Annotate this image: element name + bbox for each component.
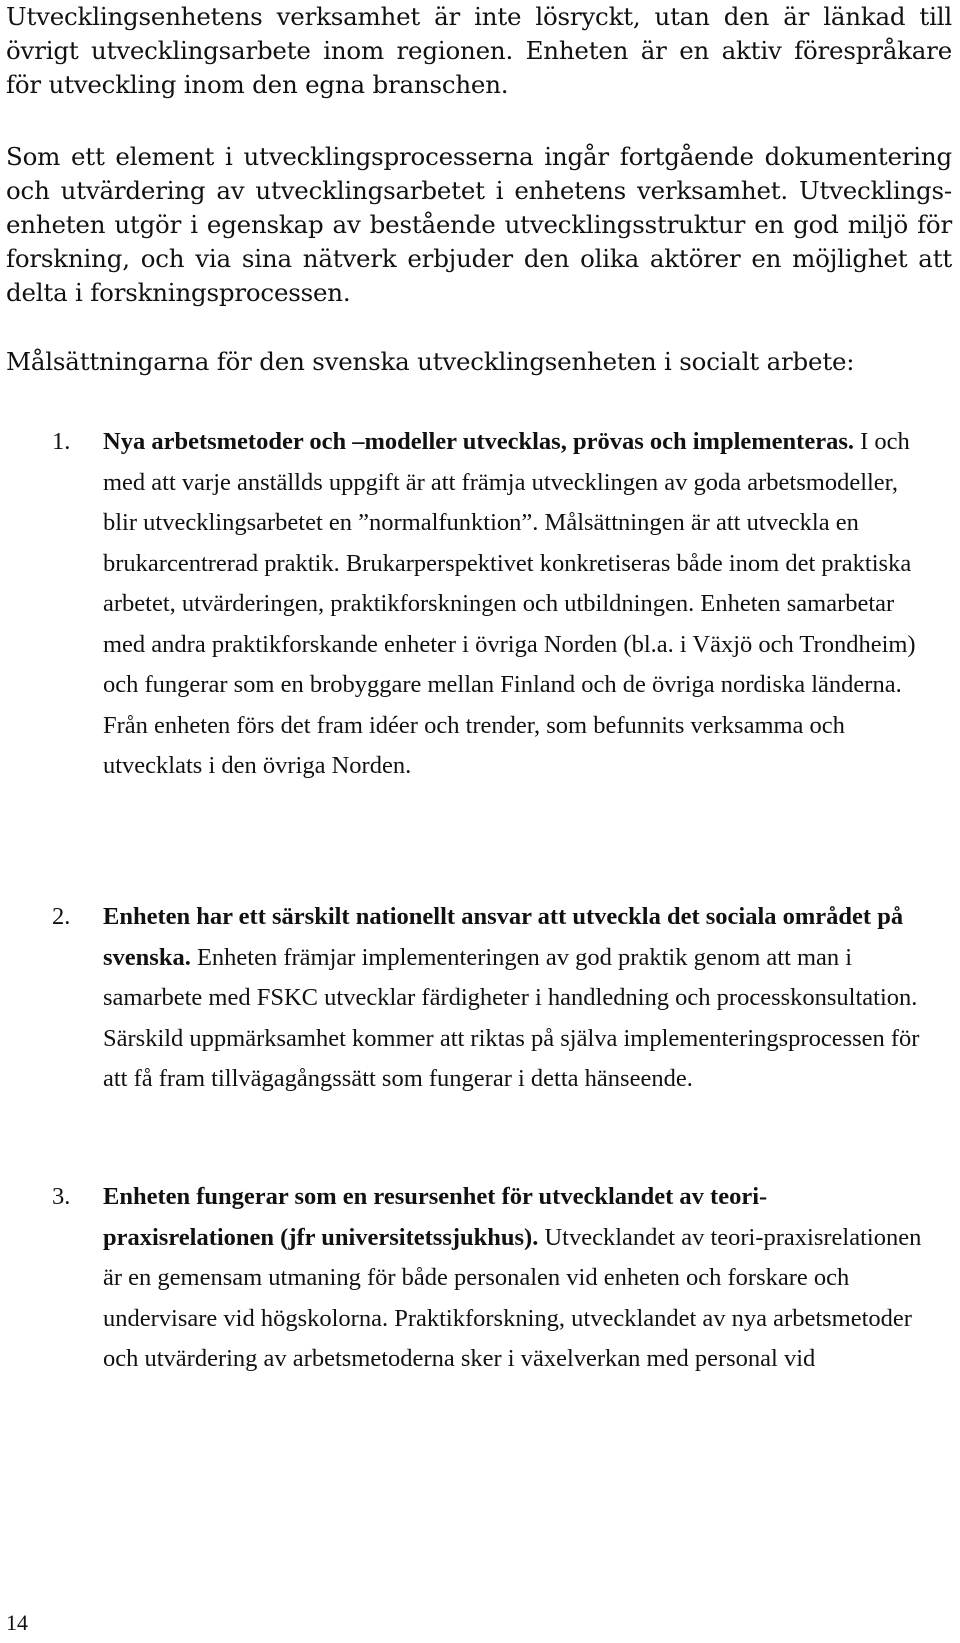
page-number: 14 xyxy=(6,1610,28,1635)
goal-text: Utvecklandet av teori-praxisrelationen är en gemensam utmaning för både personalen vid enheten och forskare och undervisare vid högskolorna. Praktikforskning, utvecklandet av nya arbetsmetoder och utvärdering av arbetsmetoderna sker i växelverkan med personal vid xyxy=(103,1223,922,1372)
goal-body xyxy=(103,897,929,1100)
goal-body xyxy=(103,422,929,787)
goal-text: Enheten främjar implementeringen av god praktik genom att man i samarbete med FSKC utvecklar färdigheter i handledning och processkonsultation. Särskild uppmärksamhet kommer att riktas på själva implementeringsprocessen för att få fram tillvägagångssätt som fungerar i detta hänseende. xyxy=(103,943,920,1092)
goal-body xyxy=(103,1177,929,1380)
goal-heading: Nya arbetsmetoder och –modeller utvecklas, prövas och implementeras. xyxy=(103,428,854,455)
goal-number: 3. xyxy=(52,1183,71,1210)
goal-number: 2. xyxy=(52,903,71,930)
goal-number: 1. xyxy=(52,428,71,455)
intro-paragraph: Utvecklingsenhetens verksamhet är inte lösryckt, utan den är länkad till övrigt utvecklingsarbete inom regionen. Enheten är en aktiv förespråkare för utveckling inom den egna branschen. xyxy=(6,2,952,99)
goal-heading: Enheten fungerar som en resursenhet för utvecklandet av teori-praxisrelationen (jfr universitetssjukhus). xyxy=(103,1183,768,1251)
goal-text: I och med att varje anställds uppgift är att främja utvecklingen av goda arbetsmodeller, blir utvecklingsarbetet en ”normalfunktion”. Målsättningen är att utveckla en brukarcentrerad praktik. Brukarperspektivet konkretiseras både inom det praktiska arbetet, utvärderingen, praktikforskningen och utbildningen. Enheten samarbetar med andra praktikforskande enheter i övriga Norden (bl.a. i Växjö och Trondheim) och fungerar som en brobyggare mellan Finland och de övriga nordiska länderna. Från enheten förs det fram idéer och trender, som befunnits verksamma och utvecklats i den övriga Norden. xyxy=(103,428,916,779)
documentation-paragraph: Som ett element i utvecklingsprocesserna ingår fortgående dokumentering och utvärdering av utvecklingsarbetet i enhetens verksamhet. Utvecklings-enheten utgör i egenskap av bestående utvecklingsstruktur en god miljö för forskning, och via sina nätverk erbjuder den olika aktörer en möjlighet att delta i forskningsprocessen. xyxy=(6,142,952,307)
goals-intro: Målsättningarna för den svenska utvecklingsenheten i socialt arbete: xyxy=(6,347,855,376)
goal-heading: Enheten har ett särskilt nationellt ansvar att utveckla det sociala området på svenska. xyxy=(103,903,904,971)
